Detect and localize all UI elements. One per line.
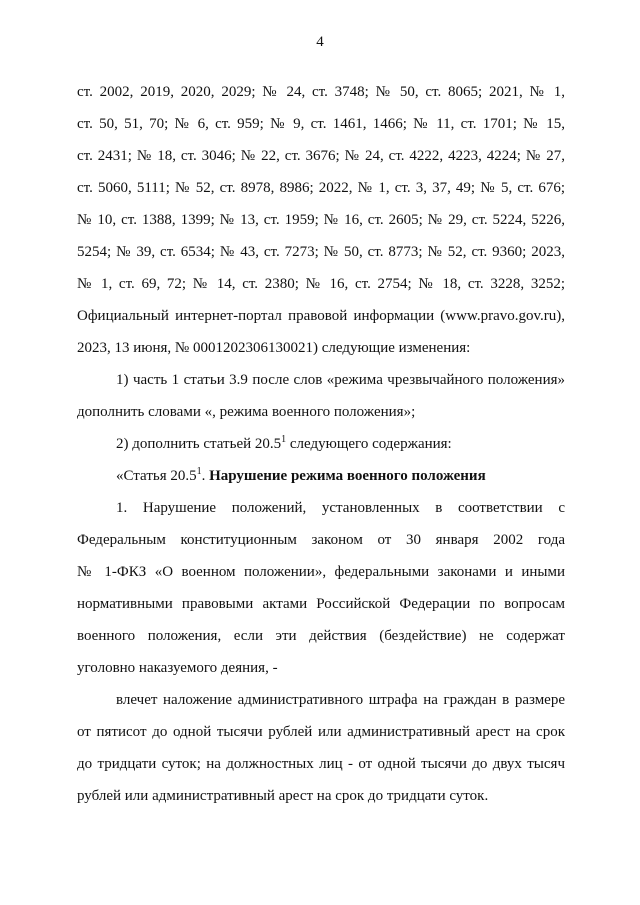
intro-line: № 10, ст. 1388, 1399; № 13, ст. 1959; № 16, ст. 2605; № 29, ст. 5224, 5226, [77, 212, 565, 228]
article-prefix: «Статья 20.5 [116, 468, 197, 484]
item2-text: 2) дополнить статьей 20.5 [116, 436, 282, 452]
penalty-line: от пятисот до одной тысячи рублей или административный арест на срок [77, 724, 565, 740]
article-superscript: 1 [196, 466, 202, 477]
penalty-line: влечет наложение административного штрафа на граждан в размере [116, 692, 565, 708]
intro-line: ст. 2431; № 18, ст. 3046; № 22, ст. 3676; № 24, ст. 4222, 4223, 4224; № 27, [77, 148, 565, 164]
paragraph1-line: уголовно наказуемого деяния, - [77, 660, 278, 676]
paragraph1-line: нормативными правовыми актами Российской Федерации по вопросам [77, 596, 565, 612]
intro-line: 5254; № 39, ст. 6534; № 43, ст. 7273; № 50, ст. 8773; № 52, ст. 9360; 2023, [77, 244, 565, 260]
article-title: Нарушение режима военного положения [209, 468, 486, 484]
intro-line: ст. 5060, 5111; № 52, ст. 8978, 8986; 2022, № 1, ст. 3, 37, 49; № 5, ст. 676; [77, 180, 565, 196]
paragraph1-line: Федеральным конституционным законом от 30 января 2002 года [77, 532, 565, 548]
article-heading [77, 460, 565, 492]
item1-line: 1) часть 1 статьи 3.9 после слов «режима чрезвычайного положения» [116, 372, 565, 388]
intro-line: 2023, 13 июня, № 0001202306130021) следующие изменения: [77, 340, 471, 356]
paragraph1-line: военного положения, если эти действия (бездействие) не содержат [77, 628, 565, 644]
item2-superscript: 1 [281, 434, 287, 445]
paragraph1-line: № 1-ФКЗ «О военном положении», федеральными законами и иными [77, 564, 565, 580]
item2-text-after: следующего содержания: [286, 436, 452, 452]
article-dot: . [201, 468, 210, 484]
intro-line: Официальный интернет-портал правовой информации (www.pravo.gov.ru), [77, 308, 565, 324]
intro-line: ст. 50, 51, 70; № 6, ст. 959; № 9, ст. 1461, 1466; № 11, ст. 1701; № 15, [77, 116, 565, 132]
penalty-line: рублей или административный арест на срок до тридцати суток. [77, 788, 489, 804]
paragraph1-line: 1. Нарушение положений, установленных в соответствии с [116, 500, 565, 516]
intro-paragraph [77, 76, 565, 812]
item1-line: дополнить словами «, режима военного положения»; [77, 404, 416, 420]
intro-line: № 1, ст. 69, 72; № 14, ст. 2380; № 16, ст. 2754; № 18, ст. 3228, 3252; [77, 276, 565, 292]
penalty-line: до тридцати суток; на должностных лиц - от одной тысячи до двух тысяч [77, 756, 565, 772]
intro-line: ст. 2002, 2019, 2020, 2029; № 24, ст. 3748; № 50, ст. 8065; 2021, № 1, [77, 84, 565, 100]
item2-line [77, 428, 565, 460]
page-number: 4 [316, 34, 324, 50]
